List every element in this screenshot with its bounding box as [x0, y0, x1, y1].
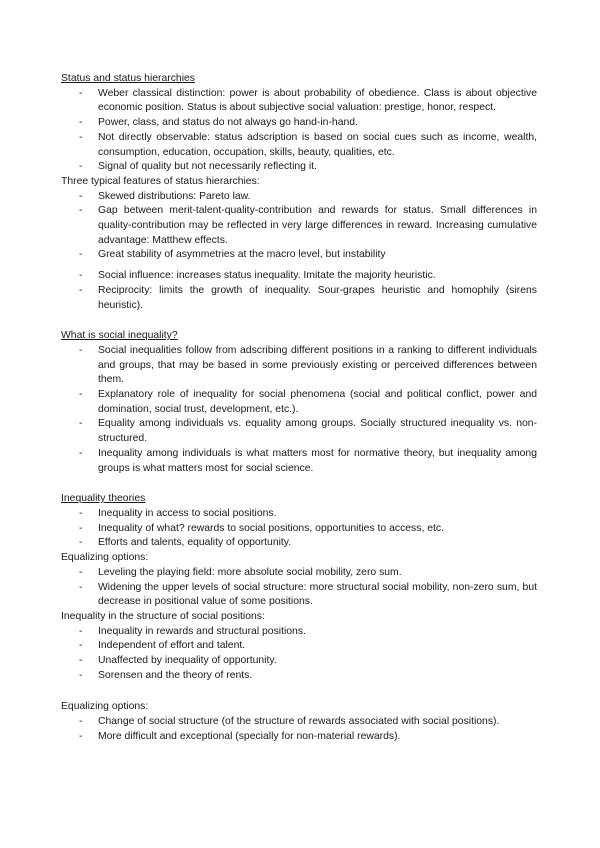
list-item: - Signal of quality but not necessarily reflecting it.: [61, 160, 537, 175]
list-item: - Sorensen and the theory of rents.: [61, 669, 537, 684]
list-item: - Not directly observable: status adscription is based on social cues such as income, wealth, consumption, education, occupation, skills, beauty, qualities, etc.: [61, 131, 537, 160]
document-page: [61, 72, 537, 745]
list-item: - Inequality in rewards and structural positions.: [61, 625, 537, 640]
list-item: - More difficult and exceptional (specially for non-material rewards).: [61, 730, 537, 745]
equalizing-options-label: Equalizing options:: [61, 552, 149, 564]
subheading-three-features: Three typical features of status hierarchies:: [61, 175, 260, 187]
mechanisms-list: [61, 269, 537, 313]
list-item: - Inequality among individuals is what matters most for normative theory, but inequality among groups is what matters most for social science.: [61, 447, 537, 476]
list-item: - Widening the upper levels of social structure: more structural social mobility, non-zero sum, but decrease in positional value of some positions.: [61, 581, 537, 610]
list-item: - Inequality in access to social positions.: [61, 507, 537, 522]
structure-list: [61, 625, 537, 684]
equalizing-options-list: [61, 566, 537, 610]
section-heading-status: Status and status hierarchies: [61, 73, 195, 84]
spacer: [61, 683, 537, 700]
equalizing-options-label: Equalizing options:: [61, 701, 149, 713]
spacer: [61, 313, 537, 329]
list-item: - Leveling the playing field: more absolute social mobility, zero sum.: [61, 566, 537, 581]
list-item: - Efforts and talents, equality of opportunity.: [61, 536, 537, 551]
list-item: - Inequality of what? rewards to social positions, opportunities to access, etc.: [61, 522, 537, 537]
list-item: - Power, class, and status do not always go hand-in-hand.: [61, 116, 537, 131]
list-item: - Change of social structure (of the structure of rewards associated with social positions).: [61, 715, 537, 730]
list-item: - Gap between merit-talent-quality-contribution and rewards for status. Small differences in quality-contribution may be reflected in very large differences in reward. Increasing cumulative advantage: Matthew effects.: [61, 204, 537, 248]
list-item: - Independent of effort and talent.: [61, 639, 537, 654]
structure-label: Inequality in the structure of social positions:: [61, 610, 265, 622]
section-heading-inequality-theories: Inequality theories: [61, 493, 146, 505]
status-list: [61, 87, 537, 175]
list-item: - Explanatory role of inequality for social phenomena (social and political conflict, power and domination, social trust, development, etc.).: [61, 388, 537, 417]
list-item: - Equality among individuals vs. equality among groups. Socially structured inequality vs. non-structured.: [61, 417, 537, 446]
list-item: - Weber classical distinction: power is about probability of obedience. Class is about objective economic position. Status is about subjective social valuation: prestige, honor, respect.: [61, 87, 537, 116]
list-item: - Great stability of asymmetries at the macro level, but instability: [61, 248, 537, 263]
list-item: - Social influence: increases status inequality. Imitate the majority heuristic.: [61, 269, 537, 284]
list-item: - Social inequalities follow from adscribing different positions in a ranking to different individuals and groups, that may be based in some previously existing or perceived differences between them.: [61, 344, 537, 388]
social-inequality-list: [61, 344, 537, 476]
section-heading-social-inequality: What is social inequality?: [61, 330, 178, 342]
theories-list: [61, 507, 537, 551]
list-item: - Skewed distributions: Pareto law.: [61, 190, 537, 205]
equalizing-options-list-2: [61, 715, 537, 744]
features-list: [61, 190, 537, 264]
list-item: - Reciprocity: limits the growth of inequality. Sour-grapes heuristic and homophily (sirens heuristic).: [61, 284, 537, 313]
list-item: - Unaffected by inequality of opportunity.: [61, 654, 537, 669]
spacer: [61, 476, 537, 492]
